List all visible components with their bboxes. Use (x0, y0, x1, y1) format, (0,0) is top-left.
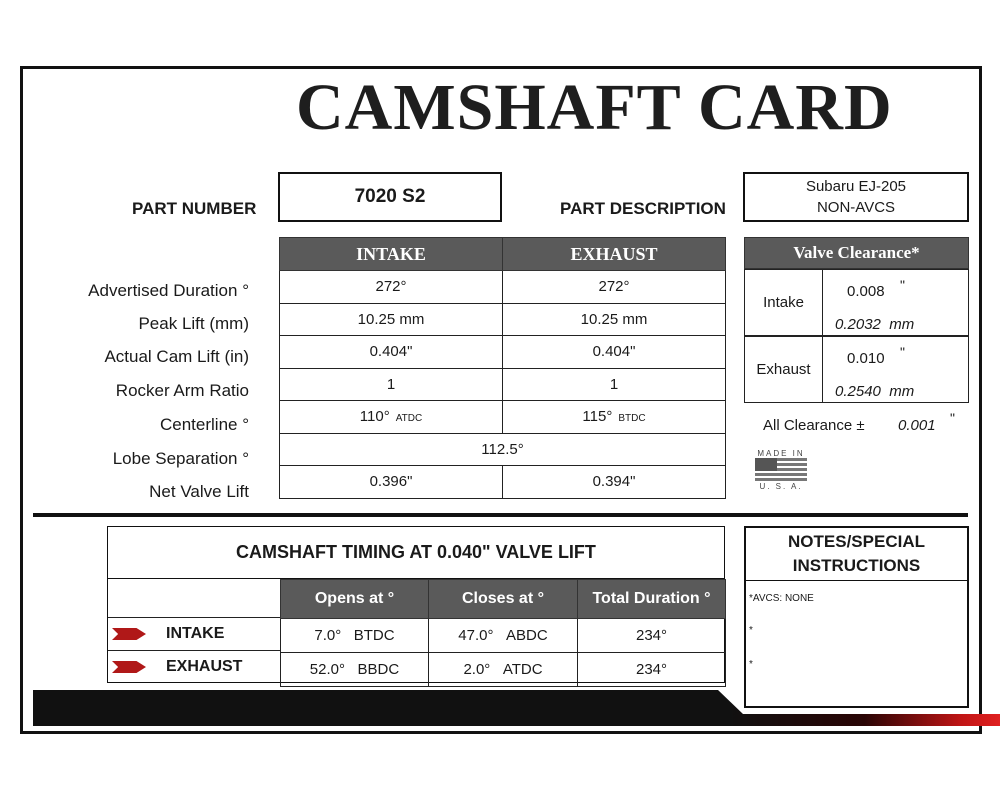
actual-cam-lift-exhaust: 0.404" (503, 336, 726, 369)
intake-header: INTAKE (280, 238, 503, 271)
valve-clearance-intake-inch: 0.008 (847, 283, 885, 300)
spec-label-lobe-separation: Lobe Separation ° (112, 449, 249, 468)
timing-exhaust-label: EXHAUST (166, 658, 243, 675)
lobe-separation-value: 112.5° (280, 433, 726, 466)
exhaust-closes-ref: ATDC (502, 661, 543, 678)
table-row (280, 433, 726, 466)
part-description-label: PART DESCRIPTION (560, 199, 726, 218)
spec-table (279, 237, 726, 499)
section-divider (33, 513, 968, 517)
notes-item: * (749, 625, 753, 636)
intake-closes (429, 619, 578, 653)
intake-closes-ref: ABDC (506, 627, 548, 644)
valve-clearance-exhaust-row (744, 336, 969, 403)
exhaust-opens-ref: BBDC (357, 661, 400, 678)
valve-clearance-intake-mm: 0.2032 mm (835, 316, 915, 333)
notes-box (744, 526, 969, 708)
exhaust-header: EXHAUST (503, 238, 726, 271)
centerline-exhaust-ref: BTDC (618, 413, 646, 425)
table-row (281, 619, 726, 653)
table-row (280, 303, 726, 336)
advertised-duration-exhaust: 272° (503, 271, 726, 304)
intake-opens-value: 7.0° (314, 627, 342, 644)
exhaust-total: 234° (578, 653, 726, 687)
table-row (280, 368, 726, 401)
centerline-intake (280, 401, 503, 434)
closes-header: Closes at ° (429, 580, 578, 619)
spec-label-advertised-duration: Advertised Duration ° (88, 281, 249, 300)
all-clearance-label: All Clearance ± (763, 417, 865, 434)
inch-mark: " (950, 410, 955, 426)
notes-item: *AVCS: NONE (749, 593, 814, 604)
actual-cam-lift-intake: 0.404" (280, 336, 503, 369)
notes-title-line1: NOTES/SPECIAL (788, 532, 925, 551)
centerline-intake-value: 110° (359, 408, 390, 426)
valve-clearance-exhaust-inch: 0.010 (847, 350, 885, 367)
exhaust-opens-value: 52.0° (309, 661, 345, 678)
intake-opens-ref: BTDC (353, 627, 395, 644)
made-in-bottom: U. S. A. (759, 482, 803, 491)
peak-lift-exhaust: 10.25 mm (503, 303, 726, 336)
rocker-ratio-exhaust: 1 (503, 368, 726, 401)
part-description-box (743, 172, 969, 222)
spec-label-net-valve-lift: Net Valve Lift (149, 482, 249, 501)
footer-bar (33, 690, 1000, 726)
notes-header (746, 528, 967, 581)
table-row (280, 466, 726, 499)
table-row (281, 653, 726, 687)
opens-header: Opens at ° (281, 580, 429, 619)
made-in-usa-flag (755, 449, 807, 491)
timing-header-row (281, 580, 726, 619)
spec-label-actual-cam-lift: Actual Cam Lift (in) (104, 347, 249, 366)
exhaust-closes (429, 653, 578, 687)
valve-clearance-header: Valve Clearance* (744, 237, 969, 269)
spec-label-rocker-arm-ratio: Rocker Arm Ratio (115, 381, 249, 400)
exhaust-closes-value: 2.0° (463, 661, 491, 678)
timing-title: CAMSHAFT TIMING AT 0.040" VALVE LIFT (108, 527, 724, 579)
notes-title-line2: INSTRUCTIONS (792, 556, 921, 575)
total-duration-header: Total Duration ° (578, 580, 726, 619)
timing-intake-label: INTAKE (166, 625, 225, 642)
valve-clearance-intake-label: Intake (745, 270, 823, 335)
timing-intake-label-cell (108, 617, 280, 650)
intake-opens (281, 619, 429, 653)
spec-header-row (280, 238, 726, 271)
valve-clearance-exhaust-mm: 0.2540 mm (835, 383, 915, 400)
exhaust-opens (281, 653, 429, 687)
table-row (280, 401, 726, 434)
all-clearance-value: 0.001 (898, 417, 936, 434)
net-valve-lift-intake: 0.396" (280, 466, 503, 499)
flag-icon (755, 458, 807, 482)
valve-clearance-intake-row (744, 269, 969, 336)
spec-label-centerline: Centerline ° (159, 415, 249, 434)
intake-total: 234° (578, 619, 726, 653)
valve-clearance-exhaust-label: Exhaust (745, 337, 823, 402)
part-number-box (278, 172, 502, 222)
inch-mark: " (900, 277, 905, 293)
spec-label-peak-lift: Peak Lift (mm) (138, 314, 249, 333)
centerline-intake-ref: ATDC (395, 413, 423, 425)
timing-table (280, 579, 726, 687)
part-description-line2: NON-AVCS (816, 199, 896, 216)
inch-mark: " (900, 344, 905, 360)
red-arrow-icon (112, 628, 146, 640)
net-valve-lift-exhaust: 0.394" (503, 466, 726, 499)
red-arrow-icon (112, 661, 146, 673)
centerline-exhaust-value: 115° (582, 408, 613, 426)
part-description-line1: Subaru EJ-205 (805, 178, 907, 195)
part-number-label: PART NUMBER (132, 199, 257, 218)
centerline-exhaust (503, 401, 726, 434)
rocker-ratio-intake: 1 (280, 368, 503, 401)
made-in-top: MADE IN (757, 449, 805, 458)
table-row (280, 271, 726, 304)
page-title: CAMSHAFT CARD (296, 71, 893, 144)
advertised-duration-intake: 272° (280, 271, 503, 304)
table-row (280, 336, 726, 369)
intake-closes-value: 47.0° (458, 627, 494, 644)
timing-exhaust-label-cell (108, 650, 280, 683)
notes-item: * (749, 659, 753, 670)
peak-lift-intake: 10.25 mm (280, 303, 503, 336)
part-number-value: 7020 S2 (354, 186, 426, 207)
